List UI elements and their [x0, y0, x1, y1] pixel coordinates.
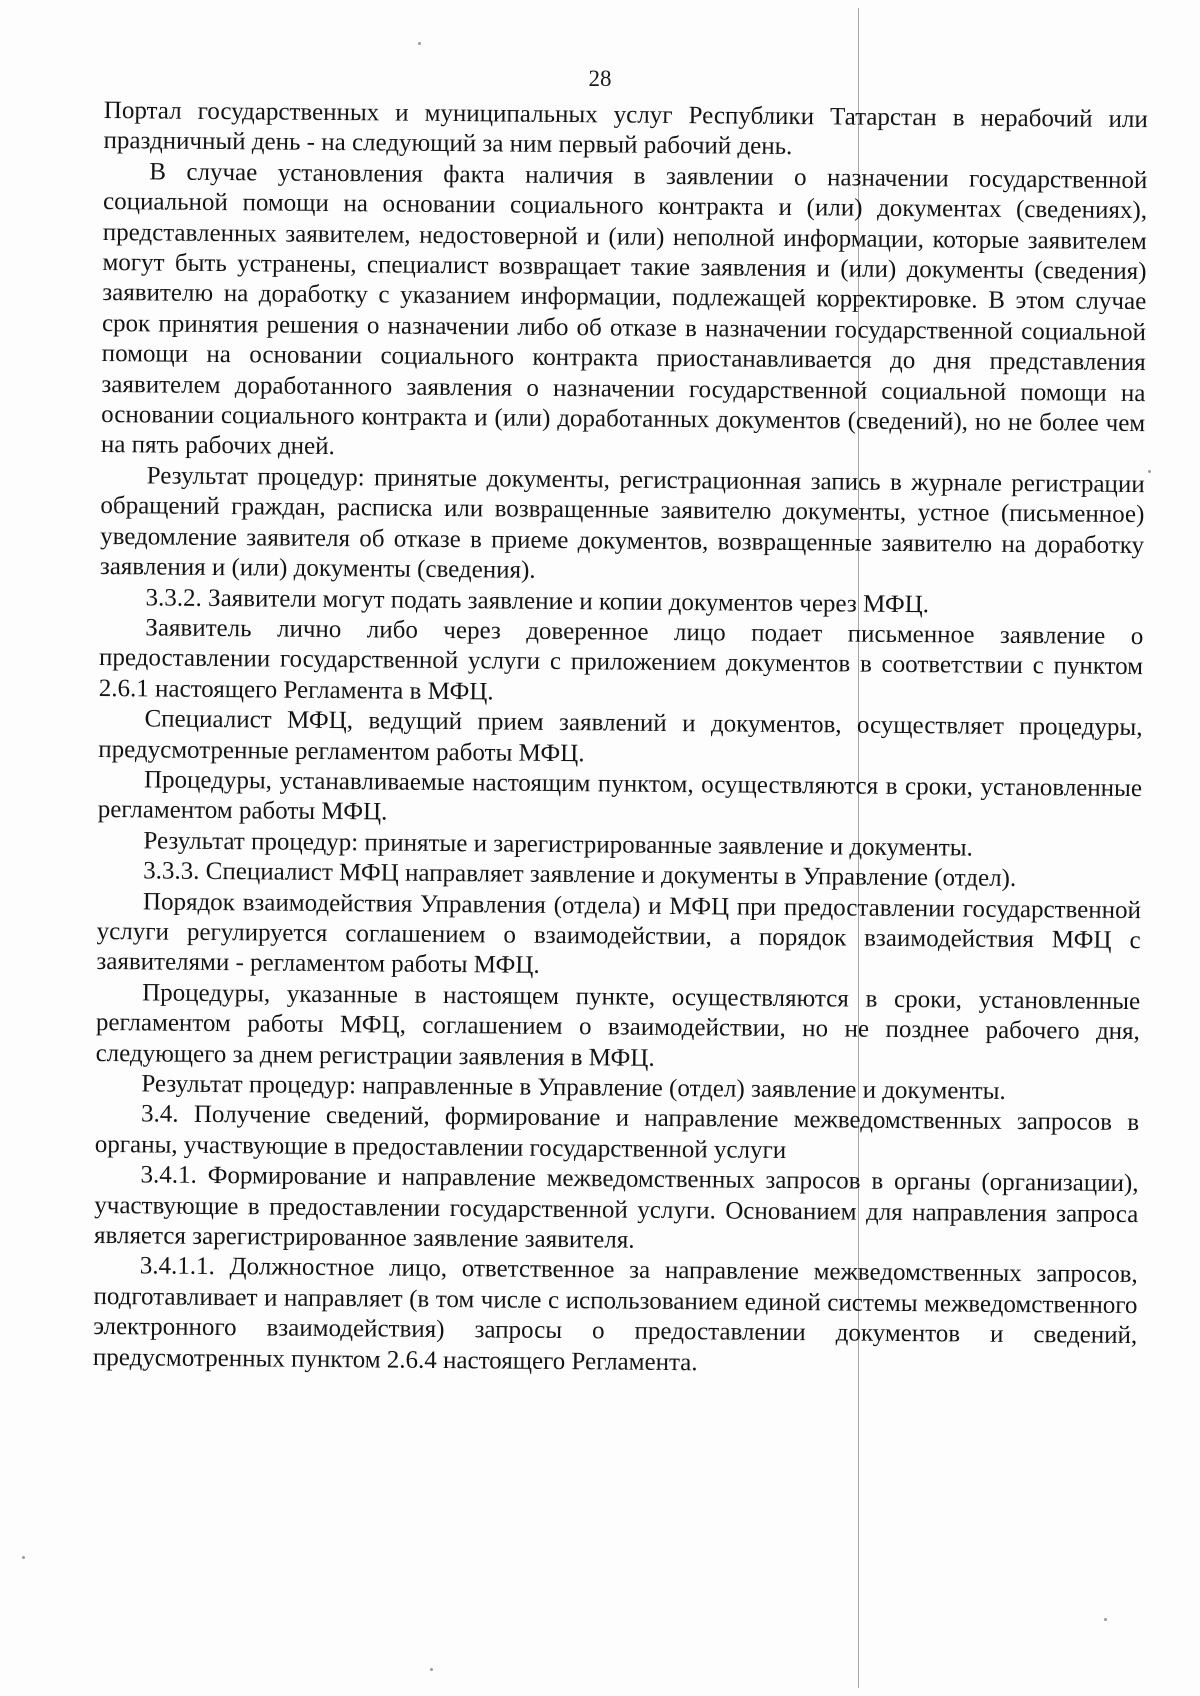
scan-speck [430, 1668, 433, 1671]
paragraph: Результат процедур: принятые документы, регистрационная запись в журнале регистрации обращений граждан, расписка или возвращенные заявителю документы, устное (письменное) уведомление заявителя об отказе в приеме документов, возвращенные заявителю на доработку заявления и (или) документы (сведения). [99, 462, 1145, 584]
paragraph: 3.4.1.1. Должностное лицо, ответственное за направление межведомственных запросов, подготавливает и направляет (в том числе с использованием единой системы межведомственного электронного взаимодействия) запросы о предоставлении документов и сведений, предусмотренных пунктом 2.6.4 настоящего Регламента. [92, 1252, 1138, 1376]
page-number: 28 [588, 66, 612, 91]
paragraph: Специалист МФЦ, ведущий прием заявлений и документов, осуществляет процедуры, предусмотренные регламентом работы МФЦ. [98, 705, 1143, 767]
paragraph: 3.3.3. Специалист МФЦ направляет заявление и документы в Управление (отдел). [143, 857, 1017, 893]
paragraph: Портал государственных и муниципальных услуг Республики Татарстан в нерабочий или праздничный день - на следующий за ним первый рабочий день. [103, 96, 1148, 161]
paragraph: 3.4. Получение сведений, формирование и направление межведомственных запросов в органы, участвующие в предоставлении государственной услуги [94, 1100, 1140, 1164]
paragraph: Результат процедур: принятые и зарегистрированные заявление и документы. [143, 827, 973, 862]
scan-speck [22, 1556, 25, 1559]
paragraph: 3.4.1. Формирование и направление межведомственных запросов в органы (организации), участвующие в предоставлении государственной услуги. Основанием для направления запроса является зарегистрированное заявление заявителя. [93, 1161, 1139, 1254]
paragraph: Порядок взаимодействия Управления (отдела) и МФЦ при предоставлении государственной услуги регулируется соглашением о взаимодействии, а порядок взаимодействия МФЦ с заявителями - регламентом работы МФЦ. [96, 887, 1142, 980]
scan-speck [418, 42, 421, 45]
scan-speck [1148, 470, 1151, 473]
paragraph: Заявитель лично либо через доверенное лицо подает письменное заявление о предоставлении государственной услуги с приложением документов в соответствии с пунктом 2.6.1 настоящего Регламента в МФЦ. [98, 614, 1144, 706]
document-body [93, 96, 1148, 1382]
paragraph: В случае установления факта наличия в заявлении о назначении государственной социальной помощи на основании социального контракта и (или) документах (сведениях), представленных заявителем, недостоверной и (или) неполной информации, которые заявителем могут быть устранены, специалист возвращает такие заявления и (или) документы (сведения) заявителю на доработку с указанием информации, подлежащей корректировке. В этом случае срок принятия решения о назначении либо об отказе в назначении государственной социальной помощи на основании социального контракта приостанавливается до дня представления заявителем доработанного заявления о назначении государственной социальной помощи на основании социального контракта и (или) доработанных документов (сведений), но не более чем на пять рабочих дней. [100, 158, 1148, 461]
scan-speck [1104, 1618, 1107, 1621]
paragraph: Процедуры, указанные в настоящем пункте, осуществляются в сроки, установленные регламентом работы МФЦ, соглашением о взаимодействии, но не позднее рабочего дня, следующего за днем регистрации заявления в МФЦ. [95, 979, 1141, 1072]
paragraph: Процедуры, устанавливаемые настоящим пунктом, осуществляются в сроки, установленные регламентом работы МФЦ. [97, 766, 1143, 826]
paragraph: 3.3.2. Заявители могут подать заявление и копии документов через МФЦ. [145, 583, 930, 618]
paragraph: Результат процедур: направленные в Управление (отдел) заявление и документы. [141, 1070, 1006, 1105]
